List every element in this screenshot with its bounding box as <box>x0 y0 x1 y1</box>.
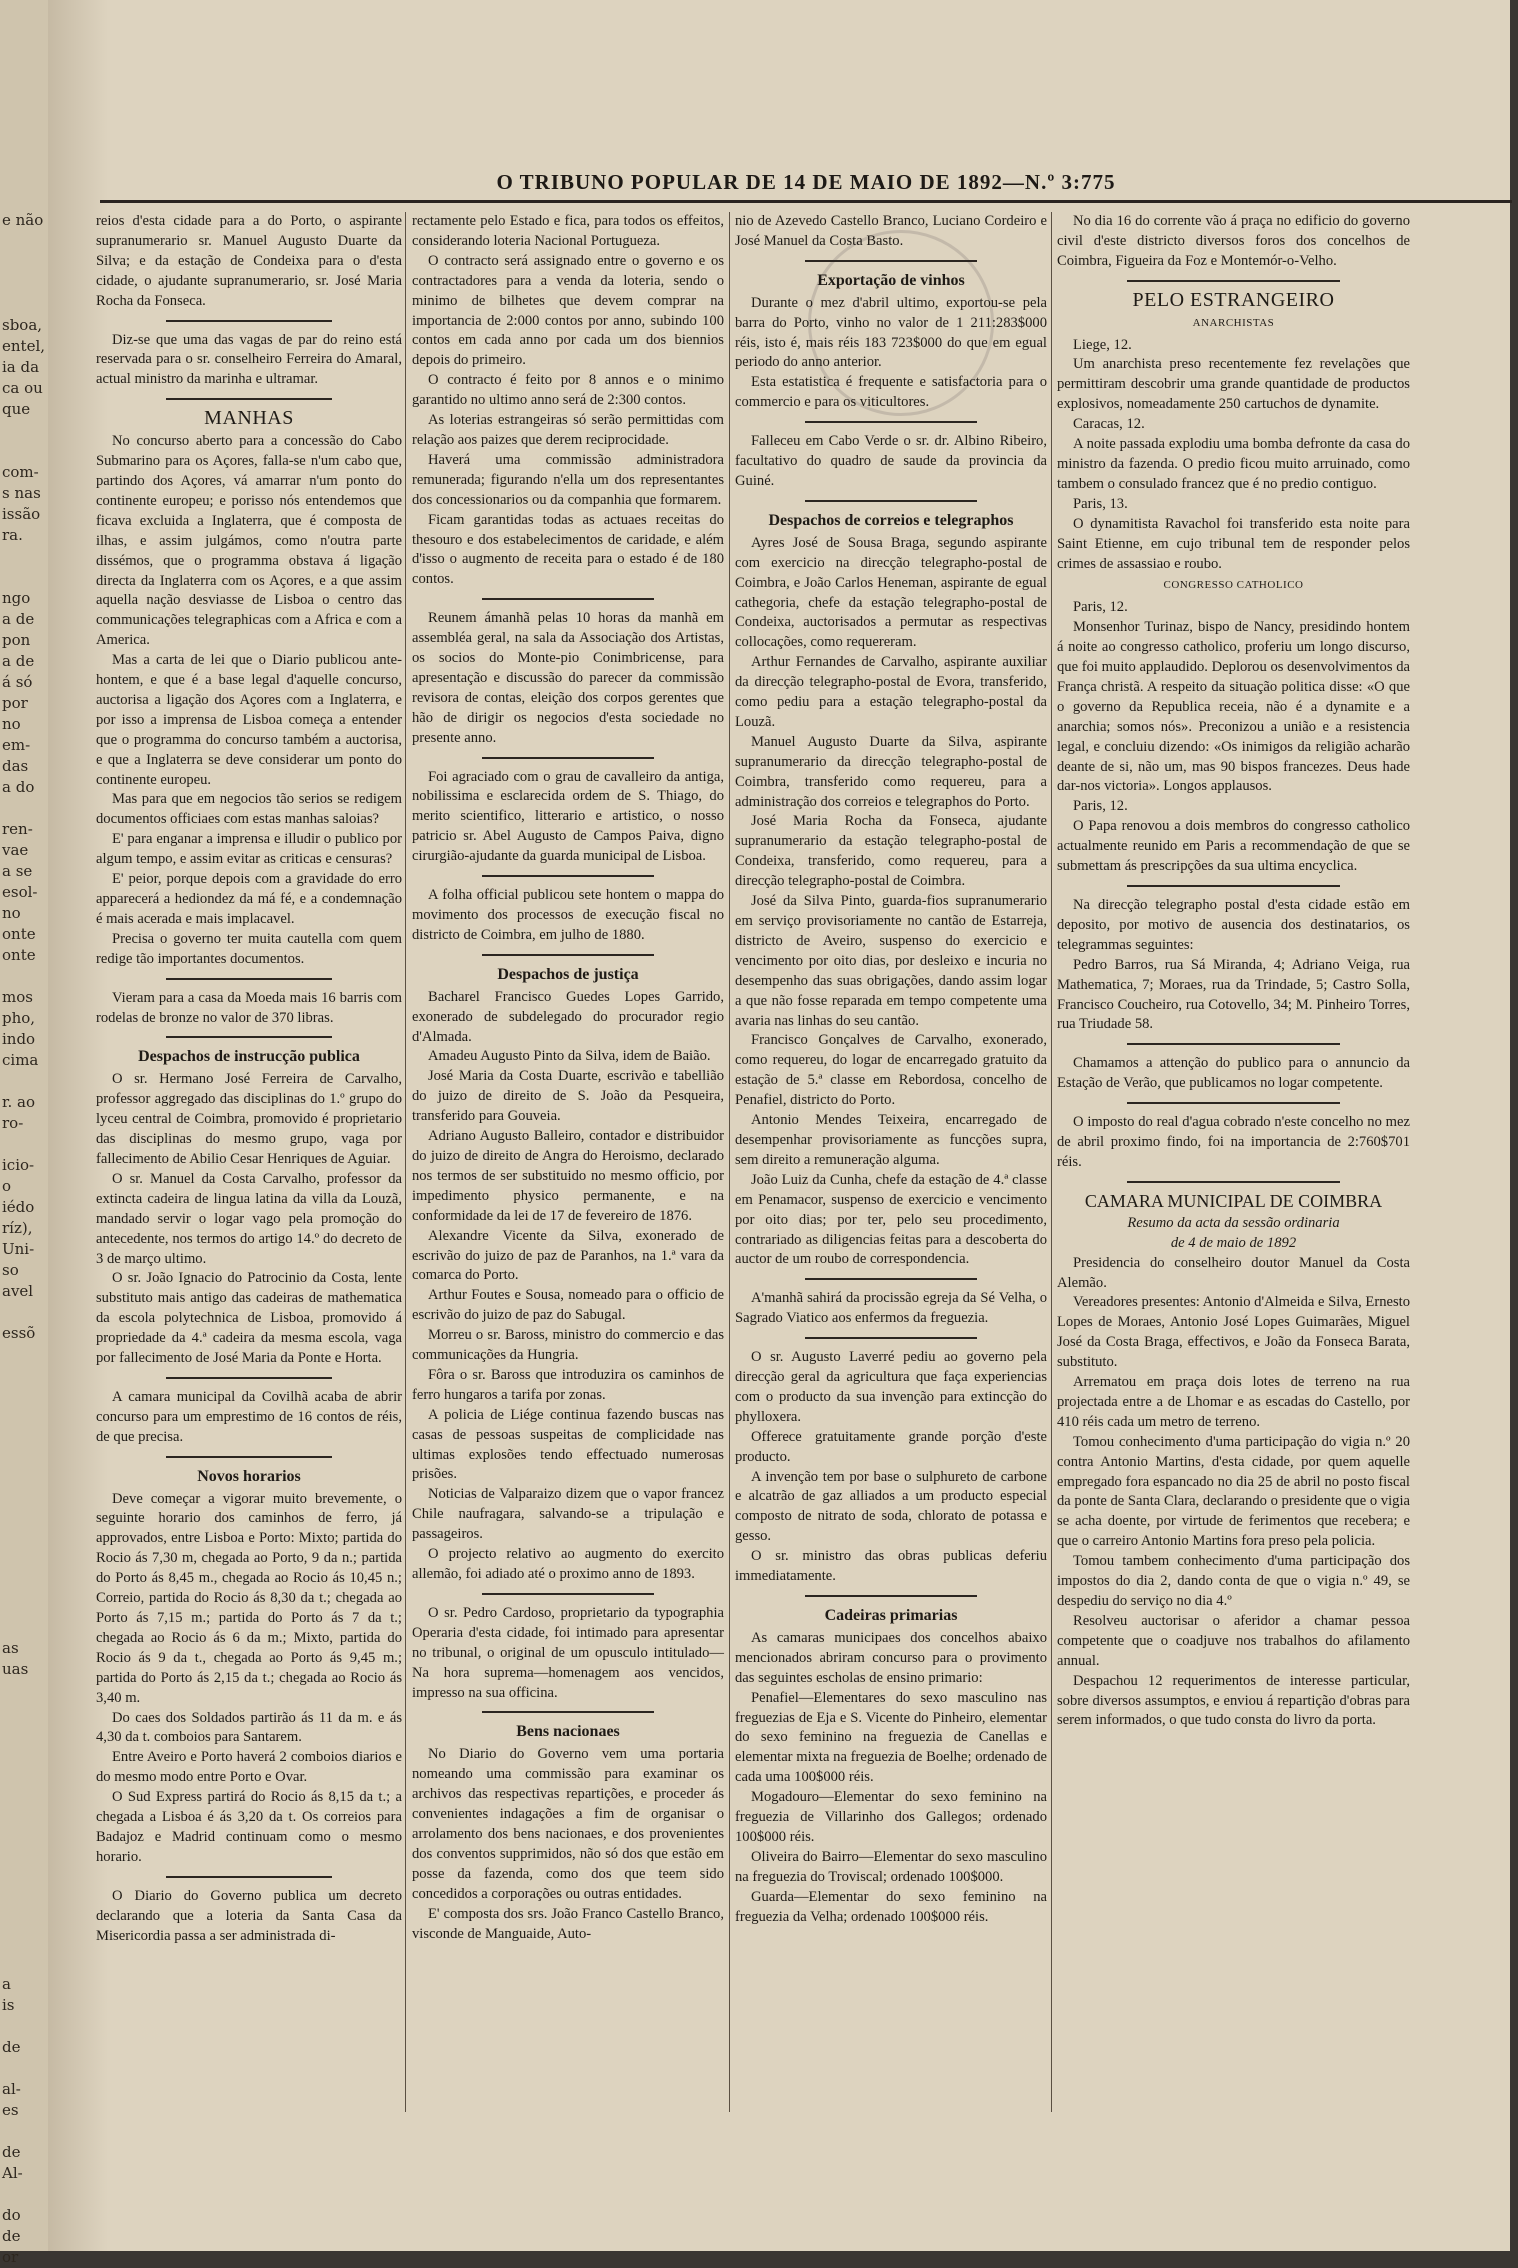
adjacent-page-line: icio- <box>2 1156 35 1174</box>
adjacent-page-line: as <box>2 1639 19 1657</box>
adjacent-page-line <box>0 1407 54 1428</box>
article-paragraph: José da Silva Pinto, guarda-fios supranumerario em serviço provisoriamente no cantão de Estarreja, districto de Aveiro, suspenso do exercicio e vencimento por oito dias, por desleixo e incuria no desempenho das suas obrigações, dando assim logar a que não fosse reparada em tempo competente uma avaria nas linhas do seu cantão. <box>735 893 1047 1029</box>
article-paragraph: E' composta dos srs. João Franco Castello Branco, visconde de Manguaide, Auto- <box>412 1905 724 1942</box>
adjacent-page-line: no <box>2 715 21 733</box>
section-divider <box>166 1876 332 1878</box>
adjacent-page-line <box>0 1596 54 1617</box>
adjacent-page-line <box>0 1071 54 1092</box>
section-divider <box>166 320 332 322</box>
section-divider <box>482 598 654 600</box>
section-divider <box>482 875 654 877</box>
adjacent-page-line <box>0 252 54 273</box>
section-divider <box>482 1593 654 1595</box>
adjacent-page-line <box>0 231 54 252</box>
section-divider <box>1127 280 1340 282</box>
article-paragraph: A invenção tem por base o sulphureto de carbone e alcatrão de gaz alliados a um producto especial composto de nitrato de soda, chlorato de potassa e gesso. <box>735 1468 1047 1545</box>
adjacent-page-line: a <box>2 1975 11 1993</box>
article-paragraph: Arrematou em praça dois lotes de terreno na rua projectada entre a de Lhomar e as escadas do Castello, por 410 réis cada um metro de terreno. <box>1057 1374 1410 1430</box>
article-paragraph: As loterias estrangeiras só serão permittidas com relação aos paizes que derem reciprocidade. <box>412 412 724 448</box>
adjacent-page-line <box>0 1512 54 1533</box>
article-paragraph: Alexandre Vicente da Silva, exonerado de escrivão do juizo de paz de Paranhos, na 1.ª vara da comarca do Porto. <box>412 1227 724 1284</box>
adjacent-page-line: á só <box>2 673 33 691</box>
adjacent-page-line: o <box>2 1177 12 1195</box>
adjacent-page-line <box>0 1806 54 1827</box>
adjacent-page-line <box>0 1470 54 1491</box>
adjacent-page-line: do <box>2 2206 21 2224</box>
adjacent-page-line <box>0 1680 54 1701</box>
article-paragraph: O sr. João Ignacio do Patrocinio da Costa, lente substituto mais antigo das cadeiras de mathematica da escola polytechnica de Lisboa, promovido á propriedade da 4.ª cadeira da mesma escola, vaga por fallecimento de José Maria da Ponte e Horta. <box>96 1270 402 1367</box>
adjacent-page-line: ngo <box>2 589 31 607</box>
section-divider <box>1127 1043 1340 1045</box>
article-paragraph: No concurso aberto para a concessão do Cabo Submarino para os Açores, falla-se n'um cabo que, partindo dos Açores, vá amarrar n'um ponto do continente europeu; e porisso nós entendemos que ficava excluida a Inglaterra, que é composta de ilhas, e assim julgámos, como n'outra parte dissémos, que o programma obstava á ligação directa da Inglaterra com os Açores, e a que assim aquella nação desviasse de Lisboa o centro das communicações telegraphicas com a Africa e com a America. <box>96 433 402 649</box>
adjacent-page-line <box>0 273 54 294</box>
section-heading: Novos horarios <box>197 1467 301 1485</box>
adjacent-page-line: avel <box>2 1282 34 1300</box>
article-paragraph: João Luiz da Cunha, chefe da estação de 4.ª classe em Penamacor, suspenso de exercicio e vencimento por oito dias; por ter, pelo seu procedimento, contrariado as diligencias feitas para a descoberta do auctor de um roubo de correspondencia. <box>735 1171 1047 1268</box>
adjacent-page-line <box>0 1554 54 1575</box>
subsection-heading: ANARCHISTAS <box>1192 316 1275 329</box>
section-heading: Despachos de correios e telegraphos <box>768 511 1014 529</box>
article-paragraph: José Maria da Costa Duarte, escrivão e tabellião do juizo de direito de S. João da Pesqueira, transferido para Gouveia. <box>412 1068 724 1125</box>
section-subtitle: Resumo da acta da sessão ordinaria <box>1127 1214 1340 1231</box>
article-paragraph: Reunem ámanhã pelas 10 horas da manhã em assembléa geral, na sala da Associação dos Artistas, os socios do Monte-pio Conimbricense, para apresentação e discussão do parecer da commissão revisora de contas, eleição dos corpos gerentes que hão de dirigir os negocios d'esta sociedade no presente anno. <box>412 610 724 746</box>
column-3 <box>735 212 1047 2112</box>
article-paragraph: O Papa renovou a dois membros do congresso catholico actualmente reunido em Paris a recommendação de que se submettam ás prescripções da sua ultima encyclica. <box>1057 818 1410 875</box>
article-paragraph: Entre Aveiro e Porto haverá 2 comboios diarios e do mesmo modo entre Porto e Ovar. <box>96 1749 402 1786</box>
section-divider <box>166 1377 332 1379</box>
section-divider <box>805 1337 977 1339</box>
adjacent-page-line <box>0 1428 54 1449</box>
adjacent-page-line <box>0 1953 54 1974</box>
adjacent-page-line <box>0 1491 54 1512</box>
adjacent-page-line <box>0 2016 54 2037</box>
adjacent-page-line <box>0 798 54 819</box>
article-paragraph: Do caes dos Soldados partirão ás 11 da m. e ás 4,30 da t. comboios para Santarem. <box>96 1709 402 1746</box>
adjacent-page-line: pho, <box>2 1009 36 1027</box>
adjacent-page-line <box>0 966 54 987</box>
adjacent-page-line <box>0 1911 54 1932</box>
section-divider <box>805 421 977 423</box>
article-paragraph: Falleceu em Cabo Verde o sr. dr. Albino Ribeiro, facultativo do quadro de saude da provincia da Guiné. <box>735 433 1047 489</box>
adjacent-page-line <box>0 1386 54 1407</box>
article-paragraph: O contracto é feito por 8 annos e o minimo garantido no ultimo anno será de 2:300 contos. <box>412 372 724 409</box>
adjacent-page-line <box>0 1617 54 1638</box>
section-divider <box>482 954 654 956</box>
adjacent-page-line: a do <box>2 778 35 796</box>
adjacent-page-line: r. ao <box>2 1093 36 1111</box>
adjacent-page-line: com- <box>2 463 39 481</box>
article-paragraph: Bacharel Francisco Guedes Lopes Garrido, exonerado de subdelegado do procurador regio d'Almada. <box>412 988 724 1045</box>
article-paragraph: Mas a carta de lei que o Diario publicou ante-hontem, e que é a base legal d'aquelle concurso, auctorisa a ligação dos Açores com a Inglaterra, e por isso a imprensa de Lisboa começa a entender que o programma do concurso também a auctorisa, e que a Inglaterra se deve considerar um ponto do continente europeu. <box>96 652 402 788</box>
adjacent-page-line: de <box>2 2227 21 2245</box>
column-1 <box>96 212 402 2112</box>
adjacent-page-line <box>0 1575 54 1596</box>
article-paragraph: Na direcção telegrapho postal d'esta cidade estão em deposito, por motivo de ausencia dos destinatarios, os telegrammas seguintes: <box>1057 897 1410 953</box>
article-paragraph: Pedro Barros, rua Sá Miranda, 4; Adriano Veiga, rua Mathematica, 7; Moraes, rua da Trindade, 5; Castro Solla, Francisco Coucheiro, rua Cotovello, 34; M. Pinheiro Torres, rua Triudade 58. <box>1057 956 1410 1033</box>
adjacent-page-line <box>0 1134 54 1155</box>
article-paragraph: Diz-se que uma das vagas de par do reino está reservada para o sr. conselheiro Ferreira do Amaral, actual ministro da marinha e ultramar. <box>96 331 402 388</box>
section-heading: Bens nacionaes <box>516 1723 620 1741</box>
adjacent-page-line <box>0 2058 54 2079</box>
adjacent-page-line: or <box>2 2248 19 2266</box>
article-paragraph: A'manhã sahirá da procissão egreja da Sé Velha, o Sagrado Viatico aos enfermos da freguezia. <box>735 1290 1047 1327</box>
column-divider <box>729 212 730 2112</box>
section-divider <box>1127 885 1340 887</box>
section-divider <box>805 500 977 502</box>
article-paragraph: Paris, 13. <box>1073 495 1128 512</box>
article-paragraph: Caracas, 12. <box>1073 416 1145 433</box>
article-paragraph: rectamente pelo Estado e fica, para todos os effeitos, considerando loteria Nacional Portugueza. <box>412 213 724 249</box>
adjacent-page-line: mos <box>2 988 33 1006</box>
adjacent-page-line <box>0 441 54 462</box>
adjacent-page-line: ia da <box>2 358 40 376</box>
article-paragraph: Amadeu Augusto Pinto da Silva, idem de Baião. <box>428 1048 711 1065</box>
adjacent-page-line <box>0 1785 54 1806</box>
adjacent-page-line: a de <box>2 610 35 628</box>
adjacent-page-line <box>0 1344 54 1365</box>
adjacent-page-line: vae <box>2 841 29 859</box>
adjacent-page-line: ra. <box>2 526 23 544</box>
article-paragraph: Vereadores presentes: Antonio d'Almeida e Silva, Ernesto Lopes de Moraes, Antonio José Lopes Guimarães, Miguel José da Costa Braga, effectivos, e João da Fonseca Barata, substituto. <box>1057 1294 1410 1371</box>
article-paragraph: Monsenhor Turinaz, bispo de Nancy, presidindo hontem á noite ao congresso catholico, proferiu um longo discurso, que foi muito applaudido. Deplorou os desenvolvimentos da França christã. A respeito da situação politica disse: «O que o governo da Republica receia, não é a dynamite e a anarchia; somos nós». Preconizou a união e a resistencia legal, e concluiu dizendo: «Os inimigos da religião acharão deante de si, não um, mas 90 bispos francezes. Deus hade dar-nos victoria». Longos applausos. <box>1057 619 1410 795</box>
adjacent-page-line <box>0 420 54 441</box>
article-paragraph: A noite passada explodiu uma bomba defronte da casa do ministro da fazenda. O predio ficou muito arruinado, como tambem o consulado francez que é no predio contiguo. <box>1057 436 1410 492</box>
section-subtitle: de 4 de maio de 1892 <box>1170 1234 1297 1251</box>
adjacent-page-line <box>0 2184 54 2205</box>
article-paragraph: Francisco Gonçalves de Carvalho, exonerado, como requereu, do logar de encarregado gratuito da estação de 5.ª classe em Rebordosa, concelho de Penafiel, districto do Porto. <box>735 1032 1047 1109</box>
article-paragraph: Despachou 12 requerimentos de interesse particular, sobre diversos assumptos, e enviou á repartição d'obras para serem informados, o que tudo consta do livro da porta. <box>1057 1672 1410 1729</box>
adjacent-page-line: s nas <box>2 484 41 502</box>
adjacent-page-line <box>0 1302 54 1323</box>
column-divider <box>1051 212 1052 2112</box>
adjacent-page-line: ro- <box>2 1114 24 1132</box>
section-divider <box>166 978 332 980</box>
article-paragraph: José Maria Rocha da Fonseca, ajudante supranumerario da estação telegrapho-postal de Condeixa, transferido, como requereu, para a direcção telegrapho-postal de Coimbra. <box>735 813 1047 890</box>
article-paragraph: Noticias de Valparaizo dizem que o vapor francez Chile naufragara, salvando-se a tripulação e passageiros. <box>412 1486 724 1543</box>
section-divider <box>805 1595 977 1597</box>
article-paragraph: Durante o mez d'abril ultimo, exportou-se pela barra do Porto, vinho no valor de 1 211:283$000 réis, isto é, mais réis 183 723$000 do que em egual periodo do anno anterior. <box>735 294 1047 371</box>
adjacent-page-line: onte <box>2 925 36 943</box>
adjacent-page-line <box>0 1848 54 1869</box>
section-divider <box>482 757 654 759</box>
adjacent-page-line: essõ <box>2 1324 36 1342</box>
article-paragraph: Fôra o sr. Baross que introduzira os caminhos de ferro hungaros a tarifa por zonas. <box>412 1366 724 1403</box>
article-paragraph: Um anarchista preso recentemente fez revelações que permittiram descobrir uma grande quantidade de productos explosivos, nomeadamente 250 cartuchos de dynamite. <box>1057 356 1410 413</box>
article-paragraph: Offerece gratuitamente grande porção d'este producto. <box>735 1428 1047 1465</box>
article-paragraph: No Diario do Governo vem uma portaria nomeando uma commissão para examinar os archivos das respectivas repartições, e proceder ás convenientes indagações a fim de organisar o arrolamento dos bens nacionaes, e dos provenientes dos conventos supprimidos, não só dos que estão em posse da fazenda, como dos que teem sido concedidos a corporações ou outras entidades. <box>412 1746 724 1902</box>
adjacent-page-line: e não <box>2 211 44 229</box>
adjacent-page-line <box>0 1722 54 1743</box>
adjacent-page-line: ren- <box>2 820 33 838</box>
section-heading: MANHAS <box>204 407 294 430</box>
article-paragraph: Antonio Mendes Teixeira, encarregado de desempenhar provisoriamente as funcções supra, sem direito a remuneração alguma. <box>735 1112 1047 1168</box>
article-paragraph: A camara municipal da Covilhã acaba de abrir concurso para um emprestimo de 16 contos de réis, de que precisa. <box>96 1388 402 1445</box>
article-paragraph: reios d'esta cidade para a do Porto, o aspirante supranumerario sr. Manuel Augusto Duarte da Silva; e da estação de Condeixa para o d'esta cidade, o ajudante supranumerario, sr. José Maria Rocha da Fonseca. <box>96 213 402 309</box>
adjacent-page-line: ca ou <box>2 379 43 397</box>
adjacent-page-line: Al- <box>2 2164 23 2182</box>
article-paragraph: Resolveu auctorisar o aferidor a chamar pessoa competente que o coadjuve nos trabalhos do afilamento annual. <box>1057 1612 1410 1669</box>
masthead-header <box>100 170 1512 203</box>
article-paragraph: Guarda—Elementar do sexo feminino na freguezia da Velha; ordenado 100$000 réis. <box>735 1888 1047 1925</box>
article-paragraph: E' para enganar a imprensa e illudir o publico por algum tempo, e assim evitar as criticas e censuras? <box>96 831 402 868</box>
adjacent-page-line: entel, <box>2 337 46 355</box>
adjacent-page-line: so <box>2 1261 19 1279</box>
adjacent-page-line: a de <box>2 652 35 670</box>
adjacent-page-line <box>0 1932 54 1953</box>
article-paragraph: Ayres José de Sousa Braga, segundo aspirante com exercicio na direcção telegrapho-postal de Coimbra, e João Carlos Heneman, aspirante de egual cathegoria, chefe da estação telegrapho-postal de Condeixa, auctorisados a permutar as respectivas collocações, como requereram. <box>735 534 1047 651</box>
adjacent-page-line: sboa, <box>2 316 43 334</box>
article-paragraph: As camaras municipaes dos concelhos abaixo mencionados abriram concurso para o provimento das seguintes escholas de ensino primario: <box>735 1629 1047 1686</box>
article-paragraph: Adriano Augusto Balleiro, contador e distribuidor do juizo de direito de Angra do Heroismo, declarado nos termos de ser substituido no mesmo officio, por impedimento physico permanente, e na conformidade da lei de 17 de fevereiro de 1876. <box>412 1128 724 1224</box>
article-paragraph: O Diario do Governo publica um decreto declarando que a loteria da Santa Casa da Misericordia passa a ser administrada di- <box>96 1887 402 1944</box>
article-paragraph: Manuel Augusto Duarte da Silva, aspirante supranumerario da direcção telegrapho-postal de Coimbra, transferido como requereu, para a administração dos correios e telegraphos do Porto. <box>735 733 1047 810</box>
article-paragraph: O dynamitista Ravachol foi transferido esta noite para Saint Etienne, em cujo tribunal tem de responder pelos crimes de assassiao e roubo. <box>1057 515 1410 572</box>
section-heading: Exportação de vinhos <box>817 271 965 289</box>
article-paragraph: O sr. Pedro Cardoso, proprietario da typographia Operaria d'esta cidade, foi intimado para apresentar no tribunal, o original de um opusculo intitulado—Na hora suprema—homenagem aos vencidos, impresso na sua officina. <box>412 1604 724 1701</box>
article-paragraph: No dia 16 do corrente vão á praça no edificio do governo civil d'este districto diversos foros dos concelhos de Coimbra, Figueira da Foz e Montemór-o-Velho. <box>1057 213 1410 269</box>
adjacent-page-line <box>0 1701 54 1722</box>
article-paragraph: A folha official publicou sete hontem o mappa do movimento dos processos de execução fiscal no districto de Coimbra, em julho de 1880. <box>412 887 724 943</box>
article-paragraph: Paris, 12. <box>1073 599 1128 616</box>
article-paragraph: Mas para que em negocios tão serios se redigem documentos officiaes com estas manhas saloias? <box>96 791 402 828</box>
section-heading: Despachos de justiça <box>497 965 639 983</box>
section-divider <box>1127 1102 1340 1104</box>
article-paragraph: O sr. ministro das obras publicas deferiu immediatamente. <box>735 1548 1047 1585</box>
article-paragraph: O Sud Express partirá do Rocio ás 8,15 da t.; a chegada a Lisboa é ás 3,20 da t. Os correios para Badajoz e Madrid continuam como o mesmo horario. <box>96 1789 402 1865</box>
column-4 <box>1057 212 1410 2112</box>
adjacent-page-line: onte <box>2 946 36 964</box>
article-paragraph: Arthur Foutes e Sousa, nomeado para o officio de escrivão do juizo de paz do Sabugal. <box>412 1287 724 1324</box>
article-paragraph: Oliveira do Bairro—Elementar do sexo masculino na freguezia do Troviscal; ordenado 100$000. <box>735 1848 1047 1885</box>
adjacent-page-line: por <box>2 694 28 712</box>
article-paragraph: O imposto do real d'agua cobrado n'este concelho no mez de abril proximo findo, foi na importancia de 2:760$701 réis. <box>1057 1114 1410 1170</box>
subsection-heading: CONGRESSO CATHOLICO <box>1163 579 1304 592</box>
adjacent-page-line <box>0 1533 54 1554</box>
article-paragraph: Esta estatistica é frequente e satisfactoria para o commercio e para os viticultores. <box>735 374 1047 411</box>
adjacent-page-line <box>0 294 54 315</box>
article-paragraph: Mogadouro—Elementar do sexo feminino na freguezia de Villarinho dos Gallegos; ordenado 100$000 réis. <box>735 1789 1047 1845</box>
adjacent-page-line: das <box>2 757 29 775</box>
adjacent-page-line: esol- <box>2 883 38 901</box>
article-paragraph: Morreu o sr. Baross, ministro do commercio e das communicações da Hungria. <box>412 1327 724 1364</box>
adjacent-page-line: a se <box>2 862 33 880</box>
article-paragraph: E' peior, porque depois com a gravidade do erro apparecerá a hediondez da má fé, e a condemnação é mais acerada e mais implacavel. <box>96 871 402 927</box>
adjacent-page-line: uas <box>2 1660 29 1678</box>
article-paragraph: Tomou conhecimento d'uma participação do vigia n.º 20 contra Antonio Martins, d'esta cidade, por quem aquelle empregado fora espancado no dia 25 de abril no posto fiscal da ponte de Santa Clara, declarando o presidente que o vigia se acha doente, por virtude de ferimentos que recebera; e que o carreiro Antonio Martins fora preso pela policia. <box>1057 1433 1410 1550</box>
article-paragraph: Paris, 12. <box>1073 798 1128 815</box>
article-paragraph: Deve começar a vigorar muito brevemente, o seguinte horario dos caminhos de ferro, já approvados, entre Lisboa e Porto: Mixto; partida do Rocio ás 7,30 m, chegada ao Porto, 9 da n.; partida do Porto ás 8,45 m., chegada ao Rocio ás 10,45 n.; Correio, partida do Rocio ás 8,30 da t.; chegada ao Porto ás 7,15 m.; partida do Porto ás 7 da t.; chegada ao Rocio ás 6 da m.; Mixto, partida do Rocio ás 9 da t., chegada ao Porto ás 9,45 m.; partida do Porto ás 2,15 da t.; chegada ao Rocio ás 3,40 m. <box>96 1490 402 1706</box>
adjacent-page-line: que <box>2 400 31 418</box>
adjacent-page-line: indo <box>2 1030 36 1048</box>
adjacent-page-line: de <box>2 2143 21 2161</box>
adjacent-page-line <box>0 1743 54 1764</box>
section-divider <box>166 1036 332 1038</box>
article-paragraph: O sr. Manuel da Costa Carvalho, professor da extincta cadeira de lingua latina da villa da Louzã, mandado servir o logar vago pela promoção do antecedente, nos termos do artigo 14.º do decreto de 3 de março ultimo. <box>96 1170 402 1267</box>
issue-title: O TRIBUNO POPULAR DE 14 DE MAIO DE 1892—N.º 3:775 <box>496 170 1116 194</box>
article-paragraph: O sr. Hermano José Ferreira de Carvalho, professor aggregado das disciplinas do 1.º grupo do lyceu central de Coimbra, promovido é proprietario das disciplinas do mesmo grupo, vaga por fallecimento de Abilio Cesar Henriques de Aguiar. <box>96 1071 402 1167</box>
article-paragraph: Precisa o governo ter muita cautella com quem redige tão importantes documentos. <box>96 930 402 967</box>
adjacent-page-line: issão <box>2 505 41 523</box>
adjacent-page-line: es <box>2 2101 19 2119</box>
adjacent-page-line: pon <box>2 631 31 649</box>
column-divider <box>405 212 406 2112</box>
section-divider <box>166 1456 332 1458</box>
section-divider <box>482 1711 654 1713</box>
adjacent-page-text <box>0 0 54 2268</box>
article-paragraph: Tomou tambem conhecimento d'uma participação dos impostos do dia 2, dando conta de que o vigia n.º 49, se despediu do serviço no dia 4.º <box>1057 1553 1410 1609</box>
article-paragraph: Arthur Fernandes de Carvalho, aspirante auxiliar da direcção telegrapho-postal de Evora, transferido, como pediu para a estação telegrapho-postal da Louzã. <box>735 654 1047 730</box>
adjacent-page-line: no <box>2 904 21 922</box>
adjacent-page-line <box>0 1827 54 1848</box>
adjacent-page-line <box>0 1890 54 1911</box>
adjacent-page-line: em- <box>2 736 31 754</box>
adjacent-page-line <box>0 546 54 567</box>
adjacent-page-line <box>0 1764 54 1785</box>
adjacent-page-line <box>0 1449 54 1470</box>
article-paragraph: A policia de Liége continua fazendo buscas nas casas de pessoas suspeitas de complicidade nas ultimas explosões tendo effectuado numerosas prisões. <box>412 1406 724 1483</box>
section-heading: Cadeiras primarias <box>824 1607 958 1624</box>
adjacent-page-line: iédo <box>2 1198 35 1216</box>
adjacent-page-line <box>0 567 54 588</box>
article-paragraph: Chamamos a attenção do publico para o annuncio da Estação de Verão, que publicamos no logar competente. <box>1057 1055 1410 1092</box>
article-paragraph: nio de Azevedo Castello Branco, Luciano Cordeiro e José Manuel da Costa Basto. <box>735 213 1047 249</box>
adjacent-page-line: Uni- <box>2 1240 35 1258</box>
article-paragraph: Vieram para a casa da Moeda mais 16 barris com rodelas de bronze no valor de 370 libras. <box>96 989 402 1026</box>
article-paragraph: Presidencia do conselheiro doutor Manuel da Costa Alemão. <box>1057 1254 1410 1291</box>
article-paragraph: O projecto relativo ao augmento do exercito allemão, foi adiado até o proximo anno de 1893. <box>412 1546 724 1582</box>
article-paragraph: O sr. Augusto Laverré pediu ao governo pela direcção geral da agricultura que faça experiencias com o producto da sua invenção para extincção do phylloxera. <box>735 1349 1047 1425</box>
adjacent-page-line: de <box>2 2038 21 2056</box>
article-paragraph: Haverá uma commissão administradora remunerada; figurando n'ella um dos representantes dos concessionarios ou da companhia que formarem. <box>412 451 724 508</box>
adjacent-page-line <box>0 2121 54 2142</box>
article-paragraph: O contracto será assignado entre o governo e os contractadores para a venda da loteria, sendo o minimo de bilhetes que devem comprar na importancia de 2:000 contos por anno, subindo 100 contos em cada anno por cada um dos biennios depois do primeiro. <box>412 252 724 369</box>
column-2 <box>412 212 724 2112</box>
adjacent-page-line: al- <box>2 2080 21 2098</box>
adjacent-page-line <box>0 1869 54 1890</box>
article-paragraph: Foi agraciado com o grau de cavalleiro da antiga, nobilissima e esclarecida ordem de S. Thiago, do merito scientifico, litterario e artistico, o nosso patricio sr. Abel Augusto de Campos Paiva, digno cirurgião-ajudante da guarda municipal de Lisboa. <box>412 768 724 865</box>
section-heading: PELO ESTRANGEIRO <box>1132 288 1335 311</box>
section-divider <box>166 398 332 400</box>
article-paragraph: Liege, 12. <box>1073 336 1132 353</box>
section-divider <box>1127 1181 1340 1183</box>
adjacent-page-line: is <box>2 1996 15 2014</box>
section-heading: Despachos de instrucção publica <box>138 1048 360 1066</box>
adjacent-page-line: cima <box>2 1051 39 1069</box>
section-divider <box>805 1278 977 1280</box>
section-divider <box>805 260 977 262</box>
adjacent-page-line: ríz), <box>2 1219 33 1237</box>
article-paragraph: Penafiel—Elementares do sexo masculino nas freguezias de Eja e S. Vicente do Pinheiro, elementar do sexo feminino na freguezia de Canellas e elementar mixta na freguezia de Boelhe; ordenado de cada uma 100$000 réis. <box>735 1689 1047 1786</box>
section-heading: CAMARA MUNICIPAL DE COIMBRA <box>1084 1190 1383 1211</box>
article-paragraph: Ficam garantidas todas as actuaes receitas do thesouro e dos estabelecimentos de caridade, e além d'isso o augmento de receita para o estado é de 180 contos. <box>412 511 724 588</box>
adjacent-page-line <box>0 1365 54 1386</box>
